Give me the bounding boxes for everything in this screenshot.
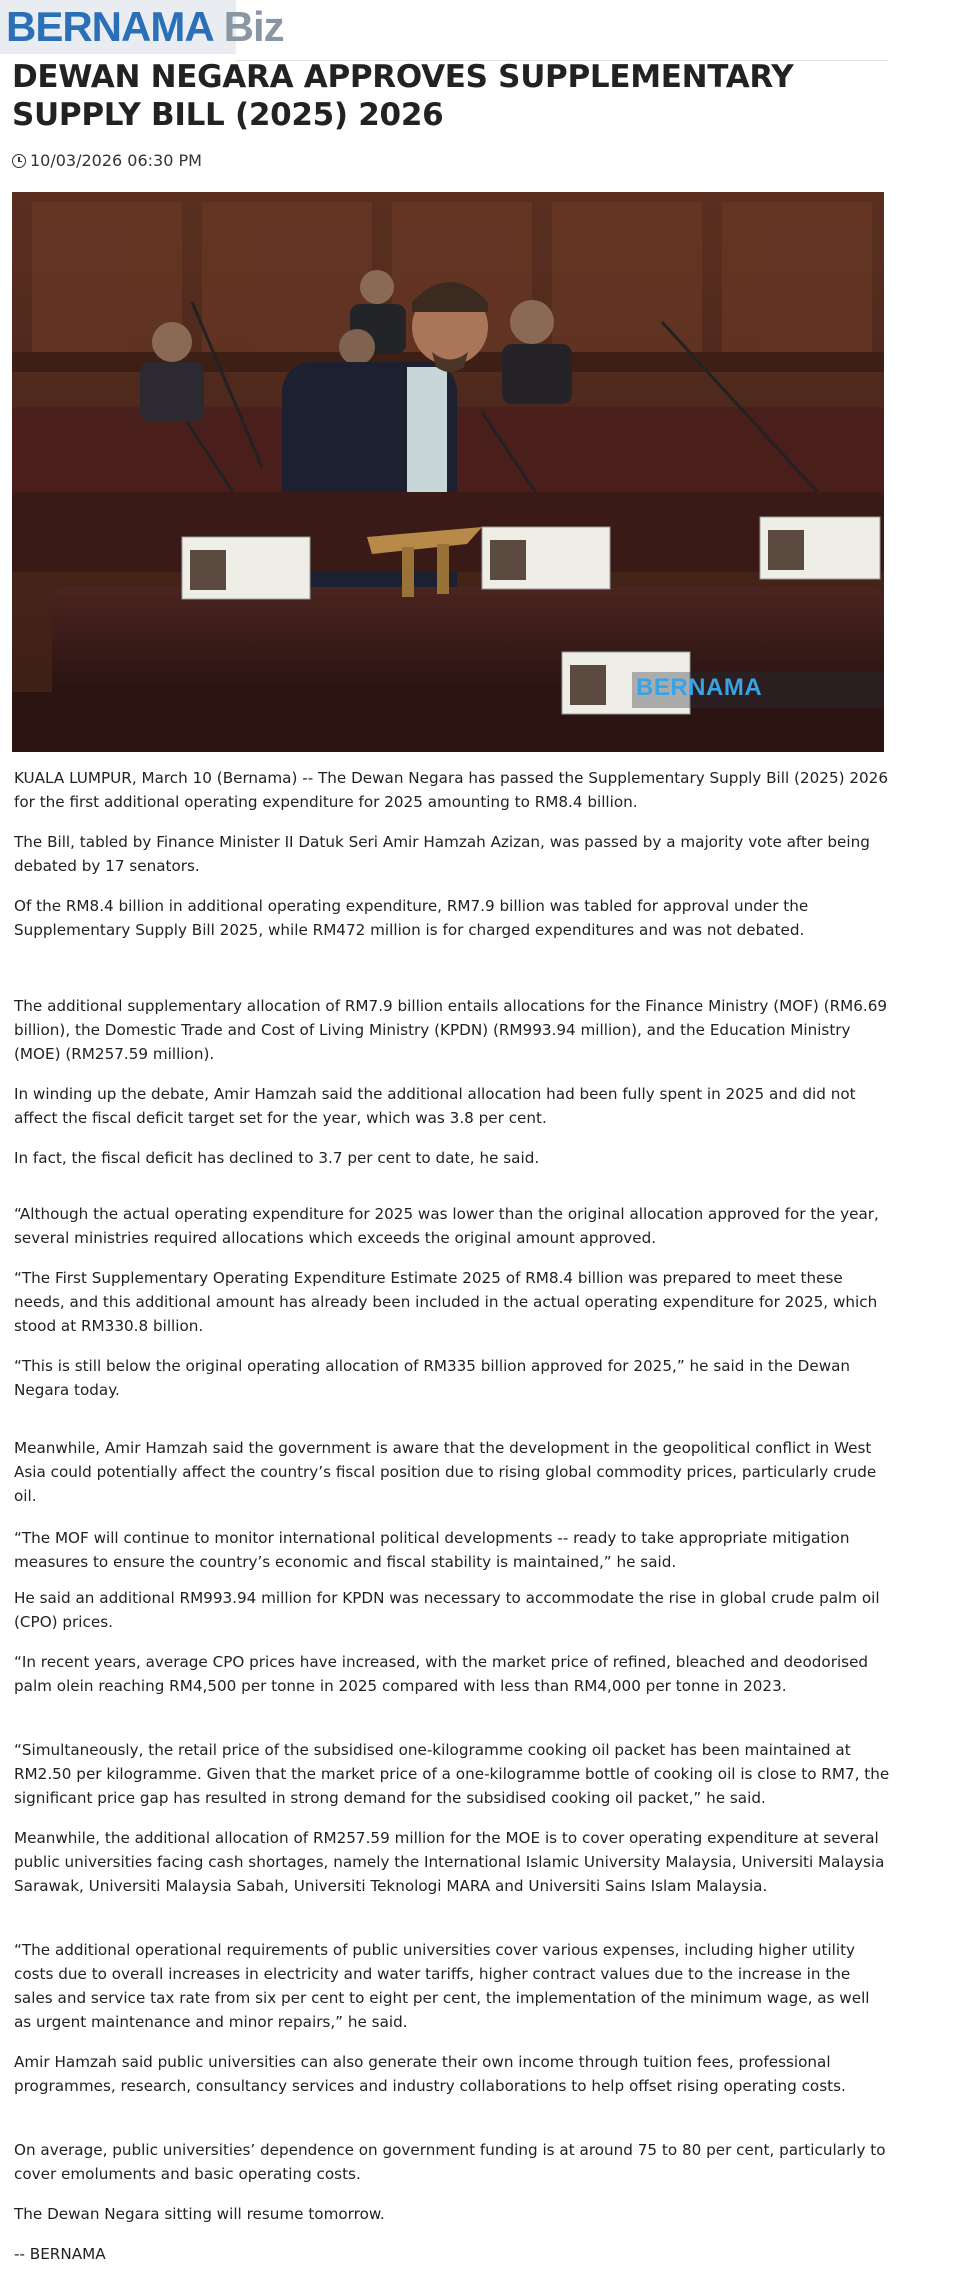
article-paragraph: Of the RM8.4 billion in additional operating expenditure, RM7.9 billion was tabled for approval under the Supplementary Supply Bill 2025, while RM472 million is for charged expenditures and was not debated. xyxy=(14,897,809,939)
article-paragraph: He said an additional RM993.94 million for KPDN was necessary to accommodate the rise in global crude palm oil (CPO) prices. xyxy=(14,1589,880,1631)
article-paragraph: “In recent years, average CPO prices have increased, with the market price of refined, bleached and deodorised palm olein reaching RM4,500 per tonne in 2025 compared with less than RM4,000 per tonne in 2023. xyxy=(14,1653,869,1695)
watermark-text: BERNAMA xyxy=(636,674,763,701)
article-paragraph: “Simultaneously, the retail price of the subsidised one-kilogramme cooking oil packet has been maintained at RM2.50 per kilogramme. Given that the market price of a one-kilogramme bottle of cooking oil is close to RM7, the significant price gap has resulted in strong demand for the subsidised cooking oil packet,” he said. xyxy=(14,1741,890,1807)
article-headline: DEWAN NEGARA APPROVES SUPPLEMENTARY SUPPLY BILL (2025) 2026 xyxy=(12,59,794,133)
article-paragraph: Amir Hamzah said public universities can also generate their own income through tuition fees, professional programmes, research, consultancy services and industry collaborations to help offset rising operating costs. xyxy=(14,2053,846,2095)
article-datetime: 10/03/2026 06:30 PM xyxy=(30,151,202,170)
article-paragraph: “This is still below the original operating allocation of RM335 billion approved for 2025,” he said in the Dewan Negara today. xyxy=(14,1357,851,1399)
clock-icon xyxy=(12,154,26,168)
article-paragraph: The additional supplementary allocation of RM7.9 billion entails allocations for the Finance Ministry (MOF) (RM6.69 billion), the Domestic Trade and Cost of Living Ministry (KPDN) (RM993.94 million), and the Education Ministry (MOE) (RM257.59 million). xyxy=(14,997,888,1063)
article-photo xyxy=(12,192,884,752)
article-paragraph: On average, public universities’ dependence on government funding is at around 75 to 80 per cent, particularly to cover emoluments and basic operating costs. xyxy=(14,2141,886,2183)
article-paragraph: Meanwhile, the additional allocation of RM257.59 million for the MOE is to cover operating expenditure at several public universities facing cash shortages, namely the International Islamic University Malaysia, Universiti Malaysia Sarawak, Universiti Malaysia Sabah, Universiti Teknologi MARA and Universiti Sains Islam Malaysia. xyxy=(14,1829,885,1895)
article-paragraph: The Dewan Negara sitting will resume tomorrow. xyxy=(14,2205,385,2223)
article-paragraph: In winding up the debate, Amir Hamzah said the additional allocation had been fully spent in 2025 and did not affect the fiscal deficit target set for the year, which was 3.8 per cent. xyxy=(14,1085,856,1127)
article-paragraph: “The MOF will continue to monitor international political developments -- ready to take appropriate mitigation measures to ensure the country’s economic and fiscal stability is maintained,” he said. xyxy=(14,1529,850,1571)
article-paragraph: Meanwhile, Amir Hamzah said the government is aware that the development in the geopolitical conflict in West Asia could potentially affect the country’s fiscal position due to rising global commodity prices, particularly crude oil. xyxy=(14,1439,877,1505)
article-paragraph: The Bill, tabled by Finance Minister II Datuk Seri Amir Hamzah Azizan, was passed by a majority vote after being debated by 17 senators. xyxy=(14,833,870,875)
photo-watermark xyxy=(632,672,884,708)
article-byline: -- BERNAMA xyxy=(14,2245,106,2263)
logo-bernama-text: BERNAMA xyxy=(6,3,214,50)
article-paragraph: “The First Supplementary Operating Expenditure Estimate 2025 of RM8.4 billion was prepared to meet these needs, and this additional amount has already been included in the actual operating expenditure for 2025, which stood at RM330.8 billion. xyxy=(14,1269,878,1335)
site-logo[interactable] xyxy=(0,0,284,54)
article-paragraph: KUALA LUMPUR, March 10 (Bernama) -- The Dewan Negara has passed the Supplementary Supply Bill (2025) 2026 for the first additional operating expenditure for 2025 amounting to RM8.4 billion. xyxy=(14,769,889,811)
article-paragraph: “Although the actual operating expenditure for 2025 was lower than the original allocation approved for the year, several ministries required allocations which exceeds the original amount approved. xyxy=(14,1205,879,1247)
article-paragraph: “The additional operational requirements of public universities cover various expenses, including higher utility costs due to overall increases in electricity and water tariffs, higher contract values due to the increase in the sales and service tax rate from six per cent to eight per cent, the implementation of the minimum wage, as well as urgent maintenance and minor repairs,” he said. xyxy=(14,1941,870,2031)
article-photo-illustration xyxy=(12,192,884,752)
article-paragraph: In fact, the fiscal deficit has declined to 3.7 per cent to date, he said. xyxy=(14,1149,540,1167)
article-dateline xyxy=(12,151,202,170)
logo-biz-text: Biz xyxy=(223,3,284,50)
